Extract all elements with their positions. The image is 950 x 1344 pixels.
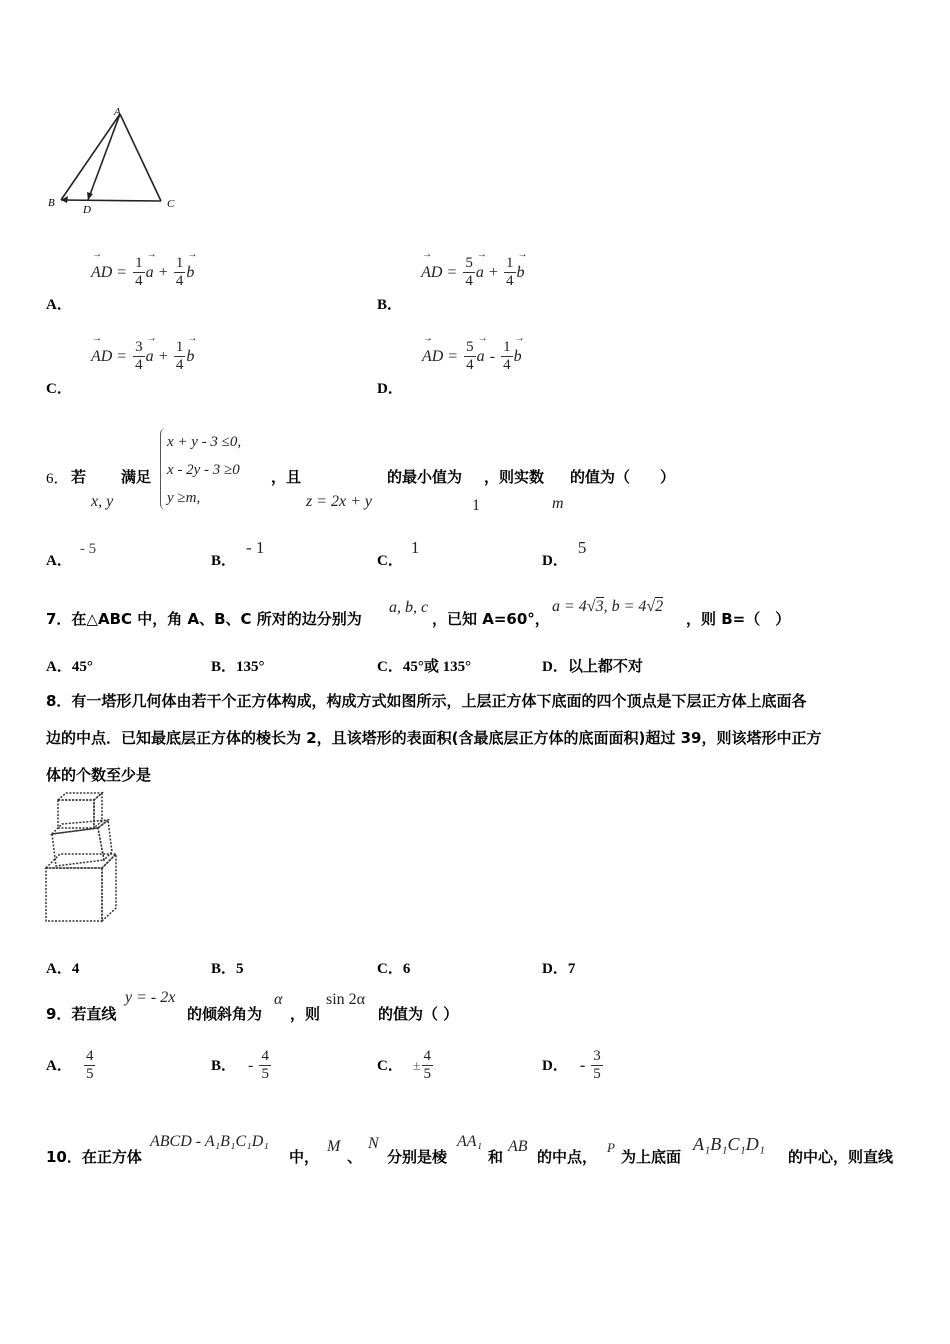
q10-text-5: 的中点， [537,1148,598,1166]
q10-cube: ABCD - A₁B₁C₁D₁ [150,1133,269,1150]
q8-option-a[interactable]: A．4 [46,961,80,977]
q9-text-4: 的值为（ ） [378,1005,459,1023]
q8-line-2: 边的中点．已知最底层正方体的棱长为 2，且该塔形的表面积(含最底层正方体的底面面积)超过 39，则该塔形中正方 [46,729,822,747]
q9-text-1: 9．若直线 [46,1005,117,1023]
q10-text-2: 中， [289,1148,320,1166]
q6-system: x + y - 3 ≤0, x - 2y - 3 ≥0 y ≥m, [160,428,241,510]
q10-ab: AB [508,1138,528,1155]
q10-aa1: AA₁ [457,1133,483,1150]
q10-text-3: 分别是棱 [387,1148,448,1166]
q6-option-c[interactable]: C．1 [377,538,420,569]
triangle-figure [44,100,184,218]
q10-text-1: 10．在正方体 [46,1148,142,1166]
q7-text-1: 7．在△ABC 中，角 A、B、C 所对的边分别为 [46,610,362,628]
label-d: D [83,204,91,216]
q6-text-4: 的最小值为 [387,468,463,486]
q8-line-3: 体的个数至少是 [46,766,152,784]
q5-option-a[interactable]: A． → AD = $\frac{1}{4}$ → a + $\frac{1}{4}$ → b [46,255,194,290]
q8-option-d[interactable]: D．7 [542,961,576,977]
q10-face: A₁B₁C₁D₁ [693,1134,766,1154]
q7-text-2: ，已知 A=60°， [432,610,550,628]
tower-figure [42,790,126,924]
q10-text-6: 为上底面 [621,1148,682,1166]
q7-option-b[interactable]: B．135° [211,659,265,675]
q6-text-2: 满足 [121,468,152,486]
q8-option-c[interactable]: C．6 [377,961,411,977]
q9-text-3: ，则 [290,1005,321,1023]
q7-given: a = 4√3, b = 4√2 [552,598,664,615]
q5-option-c[interactable]: C． → AD = $\frac{3}{4}$ → a + $\frac{1}{4}$ → b [46,339,194,374]
q9-alpha: α [274,991,283,1008]
q9-option-c[interactable]: C． ± $\frac{4}{5}$ [377,1048,432,1082]
q6-text-3: ，且 [271,468,302,486]
label-b: B [48,197,55,209]
q10-p: P [607,1140,615,1155]
q7-text-3: ，则 B=（ ） [686,610,791,628]
q9-text-2: 的倾斜角为 [187,1005,263,1023]
q10-sep: 、 [347,1148,363,1166]
q6-text-6: 的值为（ ） [570,468,676,486]
q5-option-b[interactable]: B． → AD = $\frac{5}{4}$ → a + $\frac{1}{4}$ → b [377,255,525,290]
q8-line-1: 8．有一塔形几何体由若干个正方体构成，构成方式如图所示，上层正方体下底面的四个顶点是下层正方体上底面各 [46,692,807,710]
q9-option-d[interactable]: D． - $\frac{3}{5}$ [542,1048,601,1082]
q6-option-a[interactable]: A．- 5 [46,541,97,569]
label-a: A [114,106,121,118]
q6-option-d[interactable]: D．5 [542,538,587,569]
q9-sin: sin 2α [326,991,366,1008]
q9-line: y = - 2x [125,989,176,1006]
q6-min-value: 1 [472,497,480,514]
q10-m: M [327,1138,341,1155]
q8-option-b[interactable]: B．5 [211,961,244,977]
q10-text-7: 的中心，则直线 [788,1148,894,1166]
q7-option-d[interactable]: D．以上都不对 [542,657,643,675]
q6-m: m [552,495,564,512]
q6-objective: z = 2x + y [306,493,373,510]
q9-option-a[interactable]: A． $\frac{4}{5}$ [46,1048,94,1082]
q6-vars: x, y [91,493,114,510]
q6-option-b[interactable]: B．- 1 [211,538,265,569]
q6-text-1: 若 [71,468,87,486]
label-c: C [167,198,175,210]
q10-n: N [368,1135,379,1152]
q9-option-b[interactable]: B． - $\frac{4}{5}$ [211,1048,269,1082]
q6-text-5: ，则实数 [484,468,545,486]
q7-option-a[interactable]: A．45° [46,659,93,675]
q10-text-4: 和 [488,1148,504,1166]
q7-option-c[interactable]: C．45°或 135° [377,659,472,675]
q6-number: 6． [46,471,69,487]
q7-sides: a, b, c [389,599,429,616]
q5-option-d[interactable]: D． → AD = $\frac{5}{4}$ → a - $\frac{1}{4}$ → b [377,339,522,374]
